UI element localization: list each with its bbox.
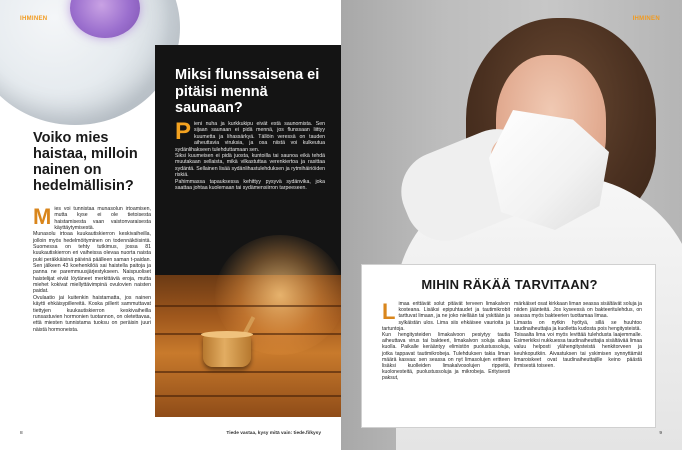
sauna-bench-line bbox=[155, 371, 341, 373]
mucus-paragraph: Limasta on nytkin hyötyä, sillä se huuhtoo taudinaiheuttajia ja kuolletta kudosta pois hengitysteistä. bbox=[514, 319, 642, 332]
mucus-paragraph: Kun hengitysteiden limakalvoon pesiytyy tautia aiheuttava virus tai bakteeri, limakalvon soluja alkaa kuolla. Paikalle kerääntyy elimistön puolustussoluja, jotka tappavat tautimikrobeja. Tulehduksen takia liman määrä kasvaa: sen seassa on nyt limasolujen eritteen lisäksi kuolleiden limakalvosolujen rippeitä, kuolonesteitä, puolustussoluja ja mikrobeja. Erityisesti paksut, bbox=[382, 332, 510, 382]
mucus-column-1 bbox=[382, 301, 510, 382]
sauna-bucket-rim bbox=[201, 331, 253, 338]
sauna-paragraph: ieni nuha ja kurkkukipu eivät estä saunomista. Sen sijaan saunaan ei pidä mennä, jos flunssaan liittyy kuumetta ja lihassärkyä. Tällöin veressä on tauden aiheuttavia viruksia, ja osa niistä voi kulkeutua sydänlihakseen tulehduttamaan sen. bbox=[175, 121, 325, 153]
mucus-article-box bbox=[361, 264, 656, 428]
sauna-bench-line bbox=[155, 305, 341, 307]
mucus-drop-cap: L bbox=[382, 299, 396, 324]
fertility-paragraph: Munasolu irtoaa kuukautiskierron keskivaiheilla, jolloin myös hedelmöityminen on todennäköisintä. Suomessa on tehty tutkimus, jossa 81 kuukautiskierron eri vaiheissa olevaa nuorta naista puki peräkkäisinä päivinä päälleen saman t-paidan. Sen jälkeen 43 koehenkilöä sai haistella paitoja ja panna ne paremmuusjärjestykseen. Naispuoliset haistelijat eivät löytäneet merkittäviä eroja, mutta miehet kokivat miellyttävimpinä ovulovien naisten paidat. bbox=[33, 231, 151, 295]
fertility-headline: Voiko mies haistaa, milloin nainen on hedelmällisin? bbox=[33, 130, 138, 194]
mucus-paragraph: märkäiset osat kirkkaan liman seassa sisältävät soluja ja niiden jäänteitä. Jos kyseessä on bakteeritulehdus, on seassa myös bakteerien tuottamaa limaa. bbox=[514, 301, 642, 320]
sauna-paragraph: Siksi kuumeisen ei pidä juosta, kuntoilla tai saunoa eikä tehdä muutakaan sellaista, mikä vilkastuttaa verenkiertoa ja rasittaa sydäntä. Sellainen lisää sydänlihastulehduksen ja rytmihäiriöiden riskiä. bbox=[175, 153, 325, 179]
fertility-body bbox=[33, 206, 151, 333]
fertility-drop-cap: M bbox=[33, 204, 52, 229]
footer-credit: Tiede vastaa, kysy mitä vain: tiede.fi/kysy bbox=[226, 431, 321, 436]
page-number-left: 8 bbox=[20, 431, 23, 436]
sauna-headline: Miksi flunssaisena ei pitäisi mennä saunaan? bbox=[175, 67, 320, 116]
sauna-photo bbox=[155, 275, 341, 417]
sauna-body bbox=[175, 118, 325, 192]
mucus-column-2 bbox=[514, 301, 642, 369]
page-number-right: 9 bbox=[659, 431, 662, 436]
fertility-article bbox=[33, 130, 151, 333]
sauna-paragraph: Pahimmassa tapauksessa kehittyy pysyvä sydänvika, joka saattaa johtaa kuolemaan tai sydämensiirron tarpeeseen. bbox=[175, 178, 325, 192]
section-label-right: IHMINEN bbox=[632, 16, 660, 22]
sauna-panel bbox=[155, 45, 341, 417]
mucus-paragraph: imaa erittävät solut pitävät terveen limakalvon kosteana. Lisäksi epipuhtaudet ja tautimikrobit tarttuvat limaan, ja ne joko niellään tai yskitään ja sylkäistän ulos. Lima siis ehkäisee vaurioita ja tartuntoja. bbox=[382, 301, 510, 332]
sauna-bench-line bbox=[155, 395, 341, 397]
fertility-paragraph: ies voi tunnistaa munasolun irtoamisen, mutta kyse ei ole tietoisesta haistamisesta vaan vaistonvaraisesta käyttäytymisestä. bbox=[54, 206, 151, 232]
mucus-paragraph: Toisaalta lima voi myös levittää tulehdusta laajemmalle. Esimerkiksi nukkuessa taudinaiheuttajia sisältävää limaa valuu helposti ylähengitysteistä henkitorveen ja keuhkoputkiin. Aivastuksen tai yskimisen synnyttämät limaroiskeet ovat taudinaiheuttajille keino päästä ihmisestä toiseen. bbox=[514, 332, 642, 370]
fertility-paragraph: Ovulaatio jai kuitenkin haistamatta, jos nainen käytti ehkäisypillereitä. Koska pillerit sammuttavat tiettyjen kuukautiskierron keskivaiheilla runsastuvien hormonien tuotannon, on oletettavaa, että miesten tunnistama tuoksu on peräisin juuri näistä hormoneista. bbox=[33, 294, 151, 333]
sauna-drop-cap: P bbox=[175, 118, 192, 145]
sauna-bucket bbox=[203, 335, 251, 367]
mucus-headline: MIHIN RÄKÄÄ TARVITAAN? bbox=[421, 277, 598, 292]
section-label-left: IHMINEN bbox=[20, 16, 48, 22]
